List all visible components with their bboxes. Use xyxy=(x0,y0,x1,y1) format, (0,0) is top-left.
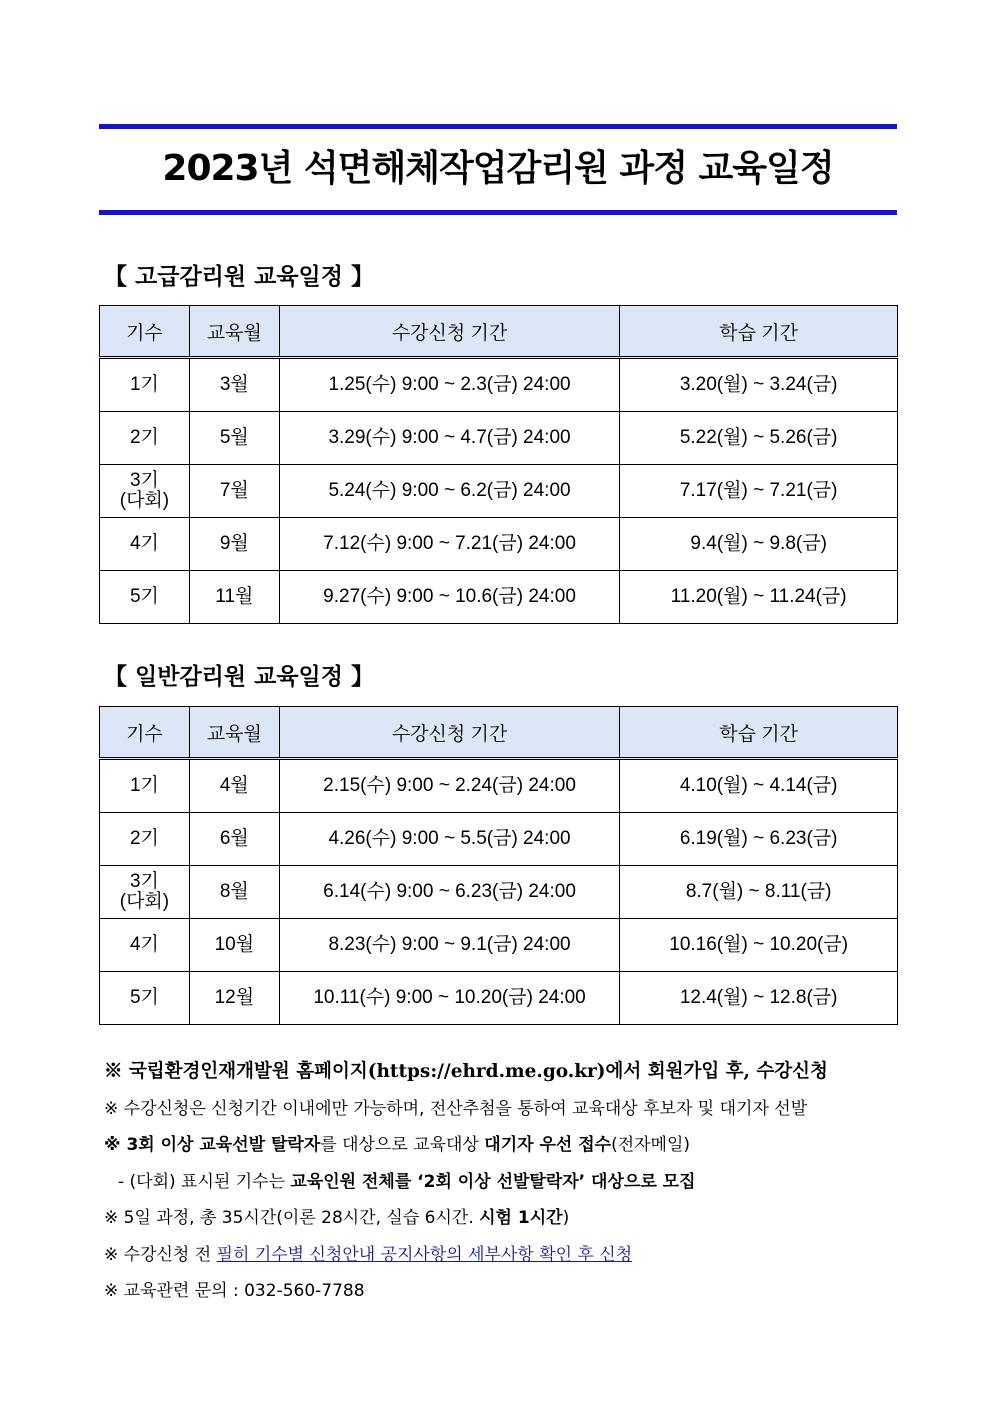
month-cell: 10월 xyxy=(189,919,279,972)
title-bottom-rule xyxy=(99,210,897,215)
note-multi-round: - (다회) 표시된 기수는 교육인원 전체를 ‘2회 이상 선발탈락자’ 대상으로 모집 xyxy=(118,1171,696,1192)
round-cell: 2기 xyxy=(100,813,190,866)
note-course-hours: ※ 5일 과정, 총 35시간(이론 28시간, 실습 6시간. 시험 1시간) xyxy=(104,1208,570,1228)
apply-period-cell: 5.24(수) 9:00 ~ 6.2(금) 24:00 xyxy=(279,465,620,518)
study-period-cell: 11.20(월) ~ 11.24(금) xyxy=(620,571,898,624)
table-row xyxy=(100,518,898,571)
round-multi-label: (다회) xyxy=(119,891,170,912)
table-header-row xyxy=(100,306,898,358)
table-row xyxy=(100,412,898,465)
study-period-cell: 4.10(월) ~ 4.14(금) xyxy=(620,759,898,813)
study-period-cell: 3.20(월) ~ 3.24(금) xyxy=(620,358,898,412)
month-cell: 8월 xyxy=(189,866,279,919)
apply-period-cell: 9.27(수) 9:00 ~ 10.6(금) 24:00 xyxy=(279,571,620,624)
round-cell: 1기 xyxy=(100,759,190,813)
round-cell: 2기 xyxy=(100,412,190,465)
study-period-cell: 5.22(월) ~ 5.26(금) xyxy=(620,412,898,465)
month-cell: 4월 xyxy=(189,759,279,813)
round-cell: 5기 xyxy=(100,972,190,1025)
note-registration: ※ 국립환경인재개발원 홈페이지(https://ehrd.me.go.kr)에서 회원가입 후, 수강신청 xyxy=(104,1061,828,1082)
table-row xyxy=(100,465,898,518)
title-top-rule xyxy=(99,124,897,129)
apply-period-cell: 10.11(수) 9:00 ~ 10.20(금) 24:00 xyxy=(279,972,620,1025)
note-check-notice: ※ 수강신청 전 필히 기수별 신청안내 공지사항의 세부사항 확인 후 신청 xyxy=(104,1244,633,1265)
apply-period-cell: 2.15(수) 9:00 ~ 2.24(금) 24:00 xyxy=(279,759,620,813)
advanced-schedule-table xyxy=(99,305,898,624)
notes-list xyxy=(104,1058,904,1314)
col-header-round: 기수 xyxy=(100,707,190,759)
table-row xyxy=(100,358,898,412)
note-priority: ※ 3회 이상 교육선발 탈락자를 대상으로 교육대상 대기자 우선 접수(전자메일) xyxy=(104,1135,691,1155)
apply-period-cell: 1.25(수) 9:00 ~ 2.3(금) 24:00 xyxy=(279,358,620,412)
month-cell: 6월 xyxy=(189,813,279,866)
study-period-cell: 10.16(월) ~ 10.20(금) xyxy=(620,919,898,972)
month-cell: 7월 xyxy=(189,465,279,518)
col-header-study-period: 학습 기간 xyxy=(620,306,898,358)
table-row xyxy=(100,972,898,1025)
study-period-cell: 6.19(월) ~ 6.23(금) xyxy=(620,813,898,866)
general-section-heading: 【 일반감리원 교육일정 】 xyxy=(104,664,374,690)
col-header-apply-period: 수강신청 기간 xyxy=(279,707,620,759)
table-row xyxy=(100,813,898,866)
round-cell: 4기 xyxy=(100,919,190,972)
month-cell: 12월 xyxy=(189,972,279,1025)
apply-period-cell: 6.14(수) 9:00 ~ 6.23(금) 24:00 xyxy=(279,866,620,919)
study-period-cell: 12.4(월) ~ 12.8(금) xyxy=(620,972,898,1025)
general-schedule-table xyxy=(99,706,898,1025)
col-header-apply-period: 수강신청 기간 xyxy=(279,306,620,358)
col-header-month: 교육월 xyxy=(189,306,279,358)
round-cell: 1기 xyxy=(100,358,190,412)
apply-period-cell: 7.12(수) 9:00 ~ 7.21(금) 24:00 xyxy=(279,518,620,571)
apply-period-cell: 8.23(수) 9:00 ~ 9.1(금) 24:00 xyxy=(279,919,620,972)
apply-period-cell: 3.29(수) 9:00 ~ 4.7(금) 24:00 xyxy=(279,412,620,465)
col-header-round: 기수 xyxy=(100,306,190,358)
apply-period-cell: 4.26(수) 9:00 ~ 5.5(금) 24:00 xyxy=(279,813,620,866)
round-multi-label: (다회) xyxy=(119,490,170,511)
table-row xyxy=(100,759,898,813)
study-period-cell: 8.7(월) ~ 8.11(금) xyxy=(620,866,898,919)
month-cell: 5월 xyxy=(189,412,279,465)
page-title: 2023년 석면해체작업감리원 과정 교육일정 xyxy=(162,148,834,189)
round-cell: 4기 xyxy=(100,518,190,571)
month-cell: 9월 xyxy=(189,518,279,571)
table-row xyxy=(100,866,898,919)
note-application-rule: ※ 수강신청은 신청기간 이내에만 가능하며, 전산추첨을 통하여 교육대상 후보자 및 대기자 선발 xyxy=(104,1098,808,1119)
month-cell: 11월 xyxy=(189,571,279,624)
col-header-study-period: 학습 기간 xyxy=(620,707,898,759)
round-cell: 3기 (다회) xyxy=(100,866,190,919)
study-period-cell: 9.4(월) ~ 9.8(금) xyxy=(620,518,898,571)
table-header-row xyxy=(100,707,898,759)
note-contact: ※ 교육관련 문의 : 032-560-7788 xyxy=(104,1281,365,1301)
col-header-month: 교육월 xyxy=(189,707,279,759)
round-cell: 5기 xyxy=(100,571,190,624)
notice-link[interactable]: 필히 기수별 신청안내 공지사항의 세부사항 확인 후 신청 xyxy=(216,1244,633,1265)
advanced-section-heading: 【 고급감리원 교육일정 】 xyxy=(104,264,374,290)
month-cell: 3월 xyxy=(189,358,279,412)
round-cell: 3기 (다회) xyxy=(100,465,190,518)
table-row xyxy=(100,571,898,624)
study-period-cell: 7.17(월) ~ 7.21(금) xyxy=(620,465,898,518)
table-row xyxy=(100,919,898,972)
